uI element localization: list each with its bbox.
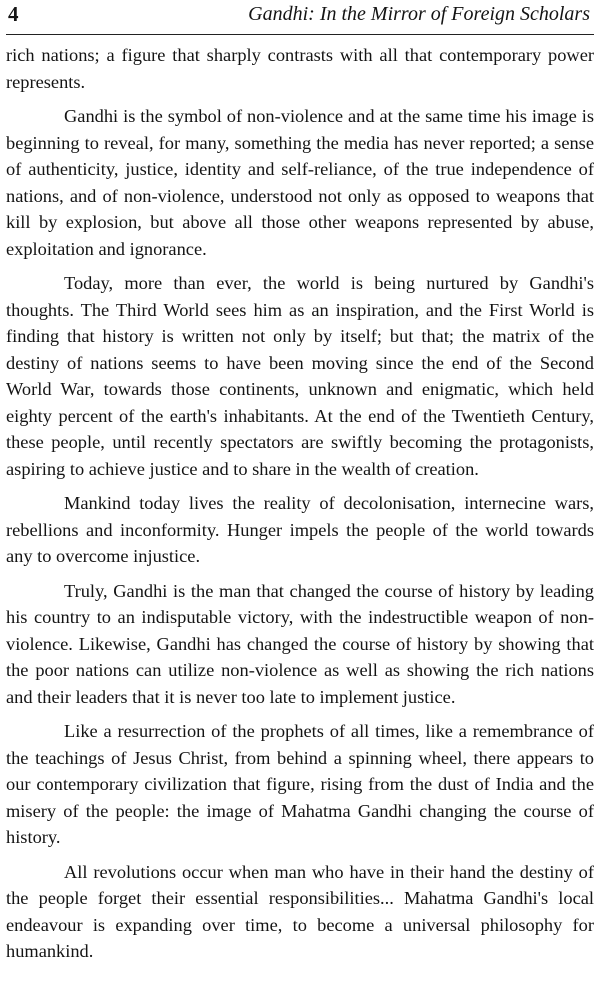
paragraph: Truly, Gandhi is the man that changed the course of history by leading his country to an indisputable victory, with the indestructible weapon of non-violence. Likewise, Gandhi has changed the course of history by showing that the poor nations can utilize non-violence as well as showing the rich nations and their leaders that it is never too late to implement justice. <box>6 580 594 707</box>
paragraph: Mankind today lives the reality of decolonisation, internecine wars, rebellions and inconformity. Hunger impels the people of the world towards any to overcome injustice. <box>6 493 594 566</box>
paragraph-continued: rich nations; a figure that sharply contrasts with all that contemporary power represents. <box>6 45 594 92</box>
paragraph: All revolutions occur when man who have in their hand the destiny of the people forget their essential responsibilities... Mahatma Gandhi's local endeavour is expanding over time, to become a universal philosophy for humankind. <box>6 861 594 961</box>
paragraph: Today, more than ever, the world is being nurtured by Gandhi's thoughts. The Third World sees him as an inspiration, and the First World is finding that history is written not only by itself; but that; the matrix of the destiny of nations seems to have been moving since the end of the Second World War, towards those continents, unknown and enigmatic, which held eighty percent of the earth's inhabitants. At the end of the Twentieth Century, these people, until recently spectators are swiftly becoming the protagonists, aspiring to achieve justice and to share in the wealth of creation. <box>6 273 594 479</box>
paragraph: Gandhi is the symbol of non-violence and at the same time his image is beginning to reveal, for many, something the media has never reported; a sense of authenticity, justice, identity and self-reliance, of the true independence of nations, and of non-violence, understood not only as opposed to weapons that kill by explosion, but above all those other weapons represented by abuse, exploitation and ignorance. <box>6 106 594 259</box>
running-title: Gandhi: In the Mirror of Foreign Scholars <box>248 3 590 25</box>
page-number: 4 <box>8 2 19 26</box>
page-header <box>6 0 594 35</box>
paragraph: Like a resurrection of the prophets of all times, like a remembrance of the teachings of Jesus Christ, from behind a spinning wheel, there appears to our contemporary civilization that figure, rising from the dust of India and the misery of the people: the image of Mahatma Gandhi changing the course of history. <box>6 721 594 847</box>
page-body <box>6 35 594 965</box>
